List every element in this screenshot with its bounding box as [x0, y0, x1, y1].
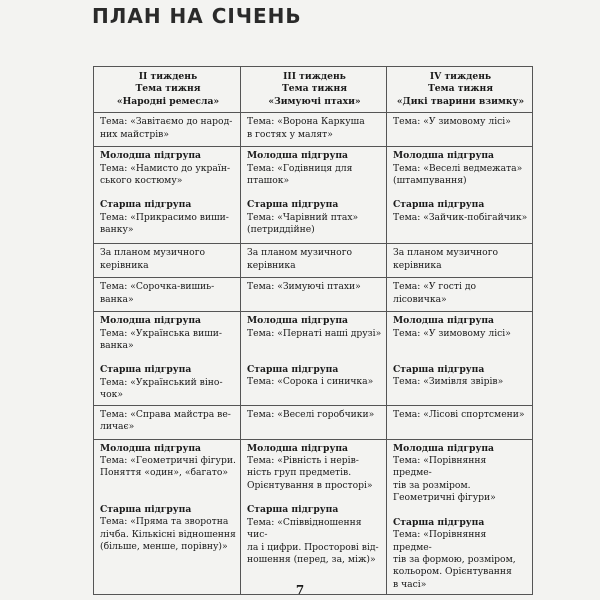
table-row	[94, 405, 533, 439]
subgroup-label: Молодша підгрупа	[393, 150, 495, 162]
cell-text: в часі»	[393, 578, 427, 590]
table-cell	[241, 439, 387, 594]
cell-text: Тема: «Годівниця для	[247, 162, 353, 174]
cell-text: Тема: «Геометричні фігури.	[100, 455, 236, 467]
cell-text: керівника	[100, 259, 149, 271]
cell-text: Тема: «Чарівний птах»	[247, 211, 359, 223]
cell-text: Тема: «Зимуючі птахи»	[247, 281, 361, 293]
cell-text: ність груп предметів.	[247, 467, 352, 479]
cell-text: Тема: «Порівняння предме-	[393, 529, 487, 553]
table-cell	[94, 405, 241, 439]
cell-text: (петриддійне)	[247, 224, 315, 236]
table-cell	[387, 405, 533, 439]
subgroup-label: Молодша підгрупа	[100, 315, 202, 327]
theme-label: Тема тижня	[427, 83, 494, 95]
cell-text: Тема: «У зимовому лісі»	[393, 116, 511, 128]
theme-label: Тема тижня	[281, 83, 348, 95]
theme-label: Тема тижня	[135, 83, 201, 95]
header-cell-week-2	[94, 67, 241, 113]
cell-text: Тема: «Сорока і синичка»	[247, 376, 374, 388]
week-theme: «Народні ремесла»	[116, 95, 220, 107]
cell-text: Тема: «Зимівля звірів»	[393, 376, 504, 388]
cell-text: ванка»	[100, 293, 134, 305]
subgroup-label: Молодша підгрупа	[393, 442, 495, 454]
cell-text: Поняття «один», «багато»	[100, 467, 229, 479]
table-row	[94, 439, 533, 594]
cell-text: Геометричні фігури»	[393, 492, 496, 504]
cell-text: тів за розміром.	[393, 479, 471, 491]
cell-text: Тема: «Українська виши-	[100, 327, 222, 339]
cell-text: пташок»	[247, 175, 290, 187]
table-row	[94, 278, 533, 312]
table-cell	[387, 439, 533, 594]
table-row	[94, 113, 533, 147]
table-cell	[241, 405, 387, 439]
table-cell	[241, 147, 387, 244]
subgroup-label: Молодша підгрупа	[247, 315, 349, 327]
cell-text: Тема: «Прикрасимо виши-	[100, 211, 229, 223]
cell-text: За планом музичного	[393, 247, 499, 259]
subgroup-label: Молодша підгрупа	[100, 442, 202, 454]
table-cell	[94, 439, 241, 594]
cell-text: Тема: «Справа майстра ве-	[100, 408, 231, 420]
cell-text: Тема: «Лісові спортсмени»	[393, 408, 525, 420]
week-label: ІІІ тиждень	[283, 71, 346, 82]
cell-text: тів за формою, розміром,	[393, 553, 516, 565]
table-cell	[94, 278, 241, 312]
cell-text: Тема: «У гості до лісовичка»	[393, 281, 477, 305]
cell-text: Тема: «Український віно-	[100, 376, 223, 388]
cell-text: керівника	[393, 259, 442, 271]
plan-table	[93, 66, 533, 595]
table-cell	[94, 244, 241, 278]
table-cell	[241, 244, 387, 278]
table-cell	[387, 278, 533, 312]
table-cell	[94, 113, 241, 147]
header-cell-week-4	[387, 67, 533, 113]
table-cell	[241, 278, 387, 312]
cell-text: (штампування)	[393, 175, 467, 187]
table-cell	[241, 113, 387, 147]
cell-text: Тема: «Зайчик-побігайчик»	[393, 211, 528, 223]
table-row	[94, 312, 533, 405]
week-theme: «Дикі тварини взимку»	[396, 95, 525, 107]
cell-text: (більше, менше, порівну)»	[100, 541, 228, 553]
table-cell	[387, 312, 533, 405]
subgroup-label: Молодша підгрупа	[100, 150, 202, 162]
cell-text: За планом музичного	[100, 247, 206, 259]
cell-text: кольором. Орієнтування	[393, 566, 512, 578]
subgroup-label: Молодша підгрупа	[393, 315, 495, 327]
table-header-row	[94, 67, 533, 113]
header-cell-week-3	[241, 67, 387, 113]
cell-text: Тема: «Порівняння предме-	[393, 455, 487, 479]
table-cell	[387, 147, 533, 244]
cell-text: Тема: «Намисто до україн-	[100, 162, 231, 174]
cell-text: Тема: «Веселі ведмежата»	[393, 162, 523, 174]
cell-text: лічба. Кількісні відношення	[100, 528, 236, 540]
subgroup-label: Старша підгрупа	[247, 199, 339, 211]
cell-text: личає»	[100, 421, 135, 433]
subgroup-label: Старша підгрупа	[393, 516, 485, 528]
table-cell	[94, 312, 241, 405]
cell-text: Тема: «Ворона Каркуша	[247, 116, 365, 128]
subgroup-label: Старша підгрупа	[247, 364, 339, 376]
cell-text: ванка»	[100, 340, 134, 352]
page-title: ПЛАН НА СІЧЕНЬ	[92, 4, 302, 28]
subgroup-label: Старша підгрупа	[393, 364, 485, 376]
cell-text: Тема: «Сорочка-вишиь-	[100, 281, 215, 293]
cell-text: керівника	[247, 259, 296, 271]
subgroup-label: Старша підгрупа	[247, 504, 339, 516]
cell-text: ношення (перед, за, між)»	[247, 553, 376, 565]
cell-text: ла і цифри. Просторові від-	[247, 541, 379, 553]
cell-text: Тема: «Пернаті наші друзі»	[247, 327, 382, 339]
cell-text: Тема: «Веселі горобчики»	[247, 408, 375, 420]
cell-text: Тема: «Завітаємо до народ-	[100, 116, 233, 128]
subgroup-label: Молодша підгрупа	[247, 150, 349, 162]
table-cell	[387, 113, 533, 147]
cell-text: Тема: «Рівність і нерів-	[247, 455, 359, 467]
subgroup-label: Молодша підгрупа	[247, 442, 349, 454]
table-row	[94, 244, 533, 278]
table-row	[94, 147, 533, 244]
cell-text: в гостях у малят»	[247, 128, 333, 140]
subgroup-label: Старша підгрупа	[100, 199, 192, 211]
table-cell	[387, 244, 533, 278]
week-label: ІV тиждень	[429, 71, 492, 82]
week-theme: «Зимуючі птахи»	[268, 95, 361, 107]
subgroup-label: Старша підгрупа	[100, 503, 192, 515]
cell-text: Орієнтування в просторі»	[247, 479, 373, 491]
cell-text: За планом музичного	[247, 247, 353, 259]
cell-text: них майстрів»	[100, 128, 169, 140]
cell-text: Тема: «Пряма та зворотна	[100, 516, 229, 528]
cell-text: Тема: «Співвідношення чис-	[247, 516, 362, 541]
subgroup-label: Старша підгрупа	[100, 364, 192, 376]
cell-text: ванку»	[100, 224, 134, 236]
week-label: ІІ тиждень	[138, 71, 198, 82]
cell-text: чок»	[100, 389, 123, 401]
table-cell	[241, 312, 387, 405]
cell-text: ського костюму»	[100, 175, 183, 187]
cell-text: Тема: «У зимовому лісі»	[393, 327, 511, 339]
table-cell	[94, 147, 241, 244]
page-number: 7	[295, 583, 305, 597]
subgroup-label: Старша підгрупа	[393, 199, 485, 211]
